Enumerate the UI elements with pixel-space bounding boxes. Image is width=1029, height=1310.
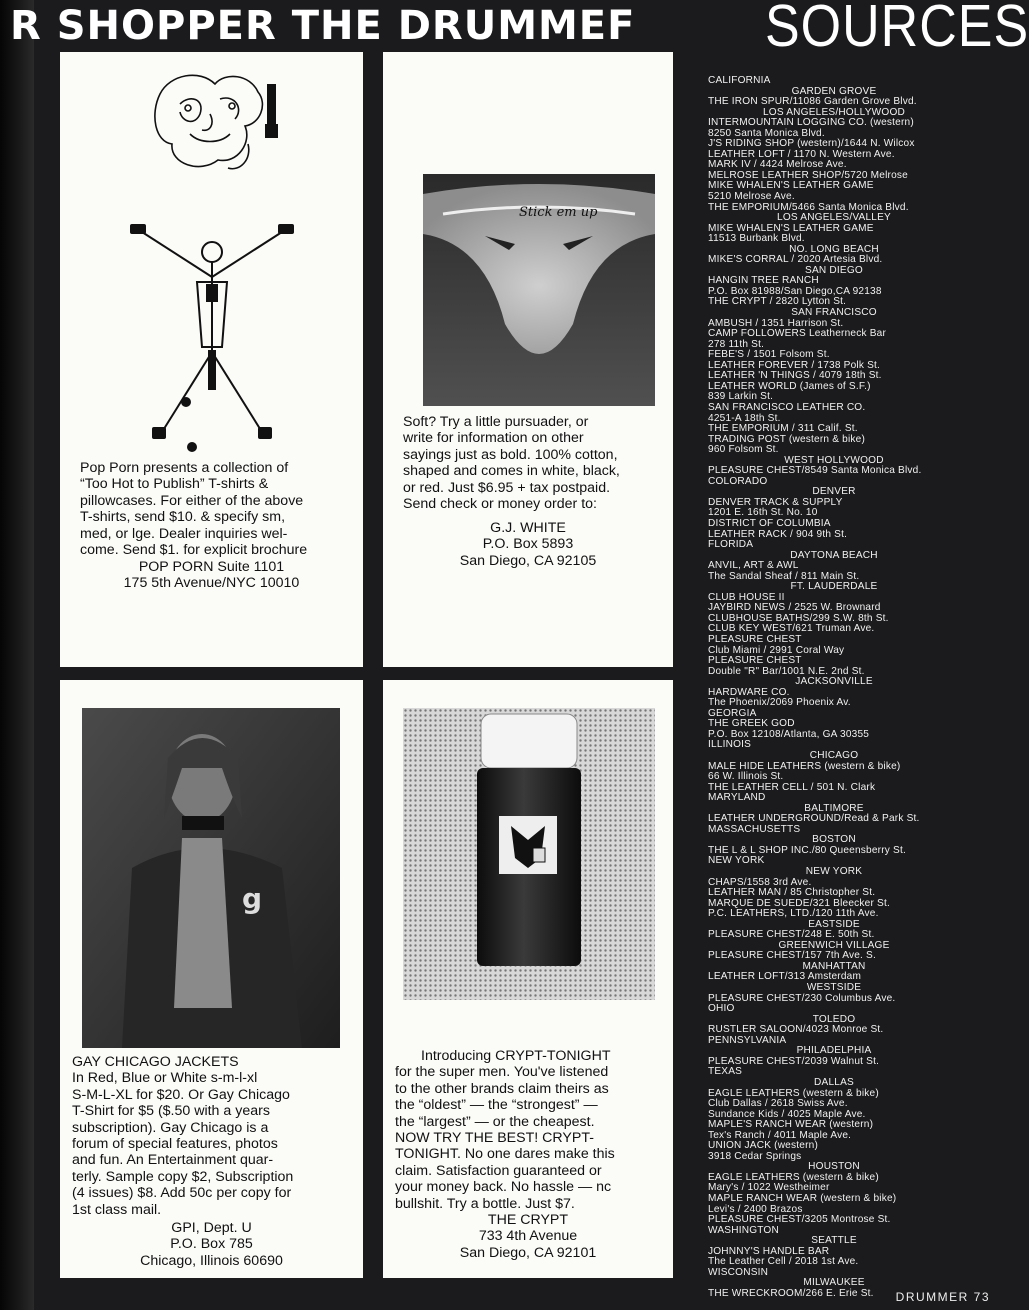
source-entry: Levi's / 2400 Brazos xyxy=(708,1203,803,1215)
ad-address-line: P.O. Box 5893 xyxy=(482,536,574,553)
source-entry: MELROSE LEATHER SHOP/5720 Melrose xyxy=(708,169,908,181)
source-entry: LEATHER WORLD (James of S.F.) xyxy=(708,380,871,392)
source-city-heading: PHILADELPHIA xyxy=(796,1045,872,1057)
source-entry: THE L & L SHOP INC./80 Queensberry St. xyxy=(708,844,906,856)
ad-line: Introducing CRYPT-TONIGHT xyxy=(421,1048,611,1064)
ad-crypt-address xyxy=(383,1212,673,1261)
source-entry: RUSTLER SALOON/4023 Monroe St. xyxy=(708,1024,884,1036)
source-city-heading: BALTIMORE xyxy=(804,802,864,814)
tshirt-illustration-figure xyxy=(122,222,302,462)
ad-line: 1st class mail. xyxy=(72,1201,162,1218)
source-entry: WASHINGTON xyxy=(708,1224,779,1236)
ad-gay-chicago xyxy=(60,680,363,1278)
source-entry: HANGIN TREE RANCH xyxy=(708,275,819,287)
ad-address-line: San Diego, CA 92105 xyxy=(459,552,597,569)
source-entry: MIKE WHALEN'S LEATHER GAME xyxy=(708,222,874,234)
ad-line: your money back. No hassle — nc xyxy=(395,1179,612,1196)
source-city-heading: NEW YORK xyxy=(805,866,863,878)
source-entry: 3918 Cedar Springs xyxy=(708,1150,802,1162)
source-entry: THE EMPORIUM/5466 Santa Monica Blvd. xyxy=(708,201,909,213)
bottle-photo xyxy=(403,708,655,1000)
ad-line: T-shirts, send $10. & specify sm, xyxy=(80,509,286,526)
source-entry: MAPLE'S RANCH WEAR (western) xyxy=(708,1119,874,1131)
source-entry: ILLINOIS xyxy=(708,739,752,751)
source-entry: Tex's Ranch / 4011 Maple Ave. xyxy=(708,1129,852,1141)
source-city-heading: WEST HOLLYWOOD xyxy=(784,454,884,466)
source-entry: The Phoenix/2069 Phoenix Av. xyxy=(708,697,851,709)
source-entry: THE IRON SPUR/11086 Garden Grove Blvd. xyxy=(708,96,917,108)
ad-line: come. Send $1. for explicit brochure xyxy=(80,542,308,559)
source-city-heading: SAN FRANCISCO xyxy=(791,307,877,319)
source-entry: 278 11th St. xyxy=(708,338,765,350)
ad-address-line: 175 5th Avenue/NYC 10010 xyxy=(123,575,300,592)
source-entry: MALE HIDE LEATHERS (western & bike) xyxy=(708,760,901,772)
source-entry: MIKE WHALEN'S LEATHER GAME xyxy=(708,180,874,192)
source-city-heading: EASTSIDE xyxy=(808,918,860,930)
source-entry: CLUB KEY WEST/621 Truman Ave. xyxy=(708,623,875,635)
ad-line: med, or lge. Dealer inquiries wel- xyxy=(80,525,288,542)
page-header xyxy=(0,0,1029,60)
ad-line: the “oldest” — the “strongest” — xyxy=(395,1097,598,1114)
ad-line: claim. Satisfaction guaranteed or xyxy=(395,1162,602,1179)
ad-line: to the other brands claim theirs as xyxy=(395,1080,609,1097)
source-entry: MARK IV / 4424 Melrose Ave. xyxy=(708,159,847,171)
ad-pop-porn-copy xyxy=(80,460,350,558)
ad-line: or red. Just $6.95 + tax postpaid. xyxy=(403,479,611,496)
ad-line: Send check or money order to: xyxy=(403,496,597,513)
source-entry: LEATHER FOREVER / 1738 Polk St. xyxy=(708,359,881,371)
source-entry: The Sandal Sheaf / 811 Main St. xyxy=(708,570,860,582)
source-entry: MARYLAND xyxy=(708,792,766,804)
source-city-heading: DENVER xyxy=(812,486,856,498)
source-entry: Sundance Kids / 4025 Maple Ave. xyxy=(708,1108,866,1120)
ad-line: Soft? Try a little pursuader, or xyxy=(403,414,589,430)
source-entry: 8250 Santa Monica Blvd. xyxy=(708,127,825,139)
source-entry: WISCONSIN xyxy=(708,1266,769,1278)
source-entry: 839 Larkin St. xyxy=(708,391,774,403)
source-entry: P.O. Box 81988/San Diego,CA 92138 xyxy=(708,285,882,297)
source-entry: EAGLE LEATHERS (western & bike) xyxy=(708,1087,879,1099)
sources-list xyxy=(708,76,1000,1299)
ad-address-line: GPI, Dept. U xyxy=(171,1220,252,1236)
source-entry: UNION JACK (western) xyxy=(708,1140,818,1152)
source-entry: MARQUE DE SUEDE/321 Bleecker St. xyxy=(708,897,890,909)
source-entry: GEORGIA xyxy=(708,707,757,719)
source-entry: COLORADO xyxy=(708,475,768,487)
ad-gj-white-copy xyxy=(403,414,663,512)
source-entry: PLEASURE CHEST/157 7th Ave. S. xyxy=(708,950,876,962)
source-entry: HARDWARE CO. xyxy=(708,686,790,698)
ad-line: the “largest” — or the cheapest. xyxy=(395,1113,595,1130)
source-entry: CAMP FOLLOWERS Leatherneck Bar xyxy=(708,328,887,340)
source-entry: FLORIDA xyxy=(708,539,754,551)
source-entry: LEATHER LOFT/313 Amsterdam xyxy=(708,971,862,983)
ad-line: S-M-L-XL for $20. Or Gay Chicago xyxy=(72,1086,290,1103)
ad-line: T-Shirt for $5 ($.50 with a years xyxy=(72,1103,270,1120)
source-entry: LEATHER MAN / 85 Christopher St. xyxy=(708,887,876,899)
source-entry: TRADING POST (western & bike) xyxy=(708,433,866,445)
source-entry: DENVER TRACK & SUPPLY xyxy=(708,496,843,508)
source-city-heading: MANHATTAN xyxy=(802,960,866,972)
source-entry: 4251-A 18th St. xyxy=(708,412,781,424)
source-entry: ANVIL, ART & AWL xyxy=(708,560,799,572)
ad-line: forum of special features, photos xyxy=(72,1136,278,1153)
source-entry: MASSACHUSETTS xyxy=(708,823,801,835)
source-entry: THE WRECKROOM/266 E. Erie St. xyxy=(708,1287,874,1299)
source-entry: PLEASURE CHEST xyxy=(708,633,802,645)
source-city-heading: TOLEDO xyxy=(812,1013,856,1025)
source-entry: Double "R" Bar/1001 N.E. 2nd St. xyxy=(708,665,865,677)
source-entry: DISTRICT OF COLUMBIA xyxy=(708,517,831,529)
source-city-heading: MILWAUKEE xyxy=(803,1277,865,1289)
source-entry: MAPLE RANCH WEAR (western & bike) xyxy=(708,1192,897,1204)
source-entry: JAYBIRD NEWS / 2525 W. Brownard xyxy=(708,602,881,614)
svg-text:g: g xyxy=(242,882,263,915)
source-city-heading: LOS ANGELES/VALLEY xyxy=(777,212,891,224)
page-number: DRUMMER 73 xyxy=(895,1290,990,1304)
underwear-photo xyxy=(423,174,655,406)
ad-gay-chicago-copy xyxy=(72,1054,357,1218)
source-entry: NEW YORK xyxy=(708,855,765,867)
source-city-heading: GREENWICH VILLAGE xyxy=(778,939,890,951)
source-city-heading: DAYTONA BEACH xyxy=(790,549,878,561)
source-entry: The Leather Cell / 2018 1st Ave. xyxy=(708,1256,859,1268)
source-city-heading: DALLAS xyxy=(814,1076,854,1088)
ad-address-line: 733 4th Avenue xyxy=(478,1228,578,1245)
source-city-heading: WESTSIDE xyxy=(806,982,862,994)
source-entry: EAGLE LEATHERS (western & bike) xyxy=(708,1171,879,1183)
ad-line: “Too Hot to Publish” T-shirts & xyxy=(80,476,269,493)
source-entry: CALIFORNIA xyxy=(708,75,771,86)
ad-line: GAY CHICAGO JACKETS xyxy=(72,1054,239,1070)
source-city-heading: HOUSTON xyxy=(808,1161,860,1173)
ad-line: Pop Porn presents a collection of xyxy=(80,460,289,476)
source-entry: FEBE'S / 1501 Folsom St. xyxy=(708,349,830,361)
source-city-heading: SAN DIEGO xyxy=(805,264,863,276)
ad-address-line: G.J. WHITE xyxy=(490,520,566,536)
ad-line: shaped and comes in white, black, xyxy=(403,463,620,480)
source-city-heading: SEATTLE xyxy=(811,1235,857,1247)
ad-line: (4 issues) $8. Add 50c per copy for xyxy=(72,1185,292,1202)
source-entry: PLEASURE CHEST/230 Columbus Ave. xyxy=(708,992,896,1004)
source-city-heading: FT. LAUDERDALE xyxy=(790,581,878,593)
ad-address-line: POP PORN Suite 1101 xyxy=(138,559,285,575)
source-entry: CLUB HOUSE II xyxy=(708,591,785,603)
jacket-model-photo xyxy=(82,708,340,1048)
source-entry: MIKE'S CORRAL / 2020 Artesia Blvd. xyxy=(708,254,883,266)
ad-line: NOW TRY THE BEST! CRYPT- xyxy=(395,1130,594,1147)
ad-address-line: San Diego, CA 92101 xyxy=(459,1244,597,1261)
photo-caption-text: Stick em up xyxy=(519,205,598,220)
source-entry: 11513 Burbank Blvd. xyxy=(708,233,805,245)
source-entry: PLEASURE CHEST/2039 Walnut St. xyxy=(708,1055,880,1067)
source-entry: LEATHER RACK / 904 9th St. xyxy=(708,528,848,540)
source-entry: CHAPS/1558 3rd Ave. xyxy=(708,876,812,888)
source-entry: Mary's / 1022 Westheimer xyxy=(708,1182,830,1194)
ad-line: In Red, Blue or White s-m-l-xl xyxy=(72,1070,258,1087)
ad-line: pillowcases. For either of the above xyxy=(80,492,304,509)
ad-crypt-tonight xyxy=(383,680,673,1278)
source-entry: Club Miami / 2991 Coral Way xyxy=(708,644,845,656)
source-city-heading: BOSTON xyxy=(812,834,856,846)
section-title: R SHOPPER THE DRUMMEF xyxy=(10,3,636,49)
source-entry: Club Dallas / 2618 Swiss Ave. xyxy=(708,1098,848,1110)
ad-address-line: P.O. Box 785 xyxy=(170,1236,253,1253)
source-city-heading: LOS ANGELES/HOLLYWOOD xyxy=(762,106,905,118)
source-city-heading: JACKSONVILLE xyxy=(795,676,873,688)
ad-gj-white xyxy=(383,52,673,667)
source-entry: SAN FRANCISCO LEATHER CO. xyxy=(708,401,866,413)
source-entry: P.O. Box 12108/Atlanta, GA 30355 xyxy=(708,728,870,740)
ad-gj-white-address xyxy=(383,520,673,569)
magazine-spine xyxy=(0,0,34,1310)
source-entry: AMBUSH / 1351 Harrison St. xyxy=(708,317,844,329)
ad-line: for the super men. You've listened xyxy=(395,1064,609,1081)
source-entry: THE GREEK GOD xyxy=(708,718,795,730)
source-entry: OHIO xyxy=(708,1003,735,1015)
source-entry: INTERMOUNTAIN LOGGING CO. (western) xyxy=(708,117,914,129)
source-entry: TEXAS xyxy=(708,1066,743,1078)
ad-line: subscription). Gay Chicago is a xyxy=(72,1119,269,1136)
source-entry: THE CRYPT / 2820 Lytton St. xyxy=(708,296,847,308)
ad-line: sayings just as bold. 100% cotton, xyxy=(403,446,618,463)
source-entry: PENNSYLVANIA xyxy=(708,1034,787,1046)
ad-line: TONIGHT. No one dares make this xyxy=(395,1146,615,1163)
tshirt-illustration-top xyxy=(140,64,290,182)
source-city-heading: NO. LONG BEACH xyxy=(789,243,879,255)
source-city-heading: GARDEN GROVE xyxy=(791,85,877,97)
ad-pop-porn-address xyxy=(60,559,363,592)
source-entry: 66 W. Illinois St. xyxy=(708,771,784,783)
sources-title: SOURCES xyxy=(765,0,1029,60)
ad-line: write for information on other xyxy=(403,430,584,447)
ad-crypt-copy xyxy=(395,1048,670,1212)
ad-line: and fun. An Entertainment quar- xyxy=(72,1152,274,1169)
ad-address-line: THE CRYPT xyxy=(487,1212,569,1228)
source-entry: 5210 Melrose Ave. xyxy=(708,191,795,203)
source-city-heading: CHICAGO xyxy=(809,750,859,761)
ad-line: bullshit. Try a bottle. Just $7. xyxy=(395,1195,575,1212)
source-entry: LEATHER UNDERGROUND/Read & Park St. xyxy=(708,813,920,825)
source-entry: PLEASURE CHEST/3205 Montrose St. xyxy=(708,1214,891,1226)
source-entry: JOHNNY'S HANDLE BAR xyxy=(708,1245,830,1257)
source-entry: PLEASURE CHEST xyxy=(708,655,802,667)
source-entry: PLEASURE CHEST/248 E. 50th St. xyxy=(708,929,875,941)
source-entry: P.C. LEATHERS, LTD./120 11th Ave. xyxy=(708,908,879,920)
source-entry: LEATHER 'N THINGS / 4079 18th St. xyxy=(708,370,882,382)
source-entry: THE EMPORIUM / 311 Calif. St. xyxy=(708,423,858,435)
source-entry: PLEASURE CHEST/8549 Santa Monica Blvd. xyxy=(708,465,922,477)
source-entry: 960 Folsom St. xyxy=(708,444,779,456)
ad-line: terly. Sample copy $2, Subscription xyxy=(72,1168,294,1185)
source-entry: 1201 E. 16th St. No. 10 xyxy=(708,507,818,519)
source-entry: THE LEATHER CELL / 501 N. Clark xyxy=(708,781,876,793)
source-entry: LEATHER LOFT / 1170 N. Western Ave. xyxy=(708,148,895,160)
ad-gay-chicago-address xyxy=(60,1220,363,1269)
ad-address-line: Chicago, Illinois 60690 xyxy=(140,1252,283,1269)
source-entry: CLUBHOUSE BATHS/299 S.W. 8th St. xyxy=(708,612,889,624)
source-entry: J'S RIDING SHOP (western)/1644 N. Wilcox xyxy=(708,138,915,150)
ad-pop-porn xyxy=(60,52,363,667)
